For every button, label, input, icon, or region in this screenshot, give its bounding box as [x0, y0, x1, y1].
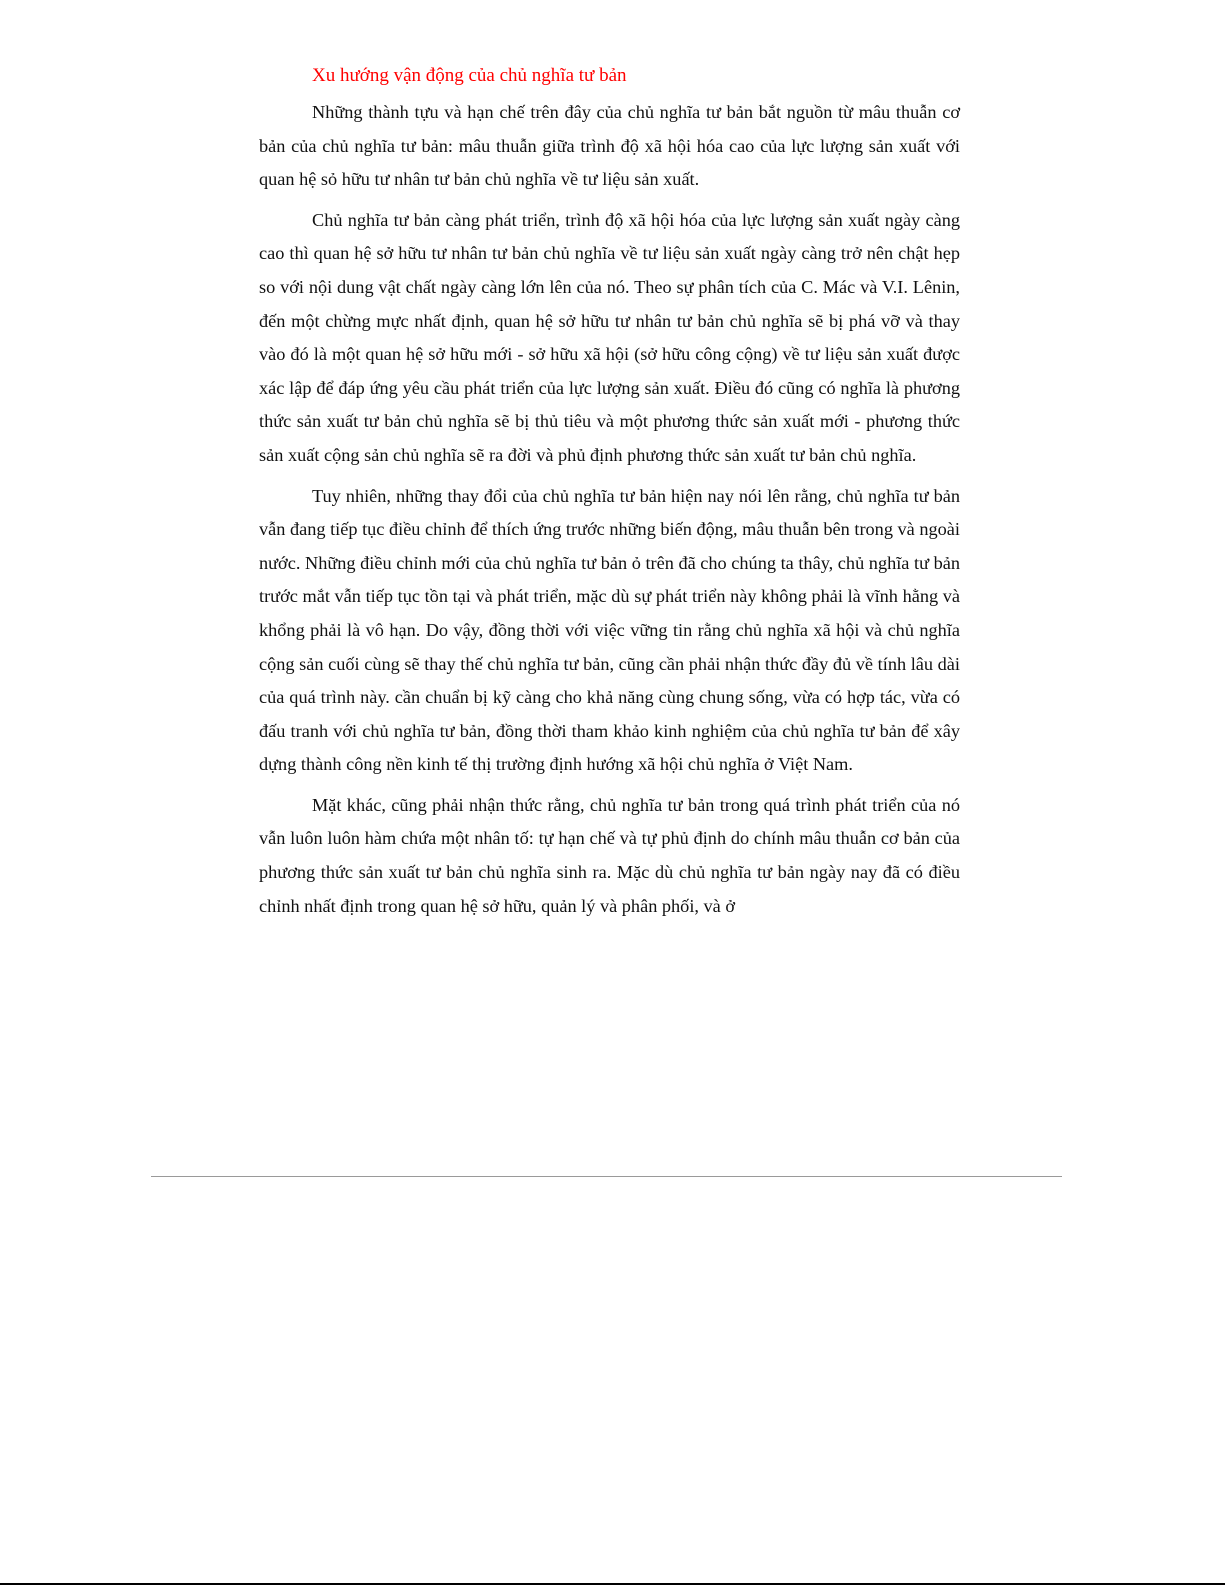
page-break-divider [151, 1176, 1062, 1177]
section-heading: Xu hướng vận động của chủ nghĩa tư bản [312, 65, 627, 86]
paragraph-2: Chủ nghĩa tư bản càng phát triển, trình độ xã hội hóa của lực lượng sản xuất ngày càng cao thì quan hệ sở hữu tư nhân tư bản chủ nghĩa về tư liệu sản xuất ngày càng trở nên chật hẹp so với nội dung vật chất ngày càng lớn lên của nó. Theo sự phân tích của C. Mác và V.I. Lênin, đến một chừng mực nhất định, quan hệ sở hữu tư nhân tư bản chủ nghĩa sẽ bị phá vỡ và thay vào đó là một quan hệ sở hữu mới - sở hữu xã hội (sở hữu công cộng) về tư liệu sản xuất được xác lập để đáp ứng yêu cầu phát triển của lực lượng sản xuất. Điều đó cũng có nghĩa là phương thức sản xuất tư bản chủ nghĩa sẽ bị thủ tiêu và một phương thức sản xuất mới - phương thức sản xuất cộng sản chủ nghĩa sẽ ra đời và phủ định phương thức sản xuất tư bản chủ nghĩa. [259, 209, 960, 465]
paragraph-4: Mặt khác, cũng phải nhận thức rằng, chủ nghĩa tư bản trong quá trình phát triển của nó vẫn luôn luôn hàm chứa một nhân tố: tự hạn chế và tự phủ định do chính mâu thuẫn cơ bản của phương thức sản xuất tư bản chủ nghĩa sinh ra. Mặc dù chủ nghĩa tư bản ngày nay đã có điều chỉnh nhất định trong quan hệ sở hữu, quản lý và phân phối, và ở [259, 794, 960, 916]
paragraph-1: Những thành tựu và hạn chế trên đây của chủ nghĩa tư bản bắt nguồn từ mâu thuẫn cơ bản của chủ nghĩa tư bản: mâu thuẫn giữa trình độ xã hội hóa cao của lực lượng sản xuất với quan hệ sỏ hữu tư nhân tư bản chủ nghĩa về tư liệu sản xuất. [259, 102, 960, 190]
document-page [259, 62, 960, 923]
paragraph-3: Tuy nhiên, những thay đổi của chủ nghĩa tư bản hiện nay nói lên rằng, chủ nghĩa tư bản vẫn đang tiếp tục điều chỉnh để thích ứng trước những biến động, mâu thuẫn bên trong và ngoài nước. Những điều chỉnh mới của chủ nghĩa tư bản ỏ trên đã cho chúng ta thây, chủ nghĩa tư bản trước mắt vẫn tiếp tục tồn tại và phát triển, mặc dù sự phát triển này không phải là vĩnh hằng và khổng phải là vô hạn. Do vậy, đồng thời với việc vững tin rằng chủ nghĩa xã hội và chủ nghĩa cộng sản cuối cùng sẽ thay thế chủ nghĩa tư bản, cũng cần phải nhận thức đầy đủ về tính lâu dài của quá trình này. cần chuẩn bị kỹ càng cho khả năng cùng chung sống, vừa có hợp tác, vừa có đấu tranh với chủ nghĩa tư bản, đồng thời tham khảo kinh nghiệm của chủ nghĩa tư bản để xây dựng thành công nền kinh tế thị trường định hướng xã hội chủ nghĩa ở Việt Nam. [259, 485, 960, 775]
